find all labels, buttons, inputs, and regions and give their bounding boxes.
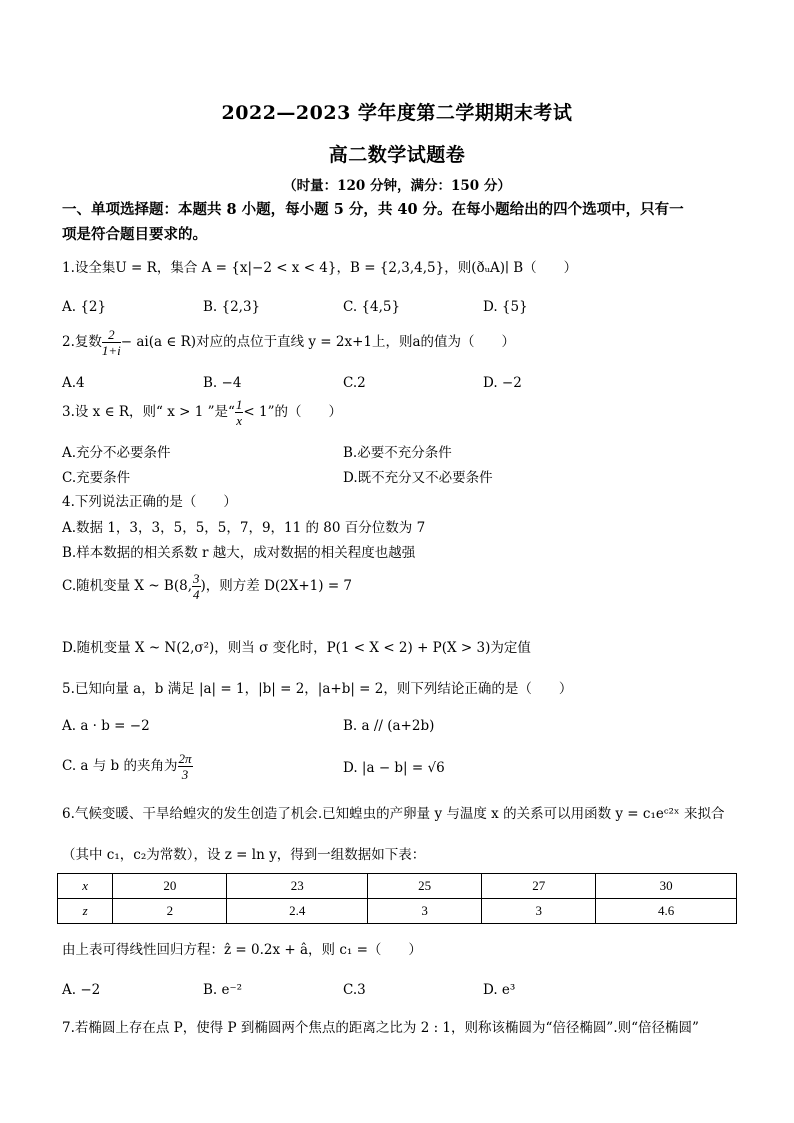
q1-option-c: C. {4,5} xyxy=(343,299,401,315)
table-cell: 30 xyxy=(596,874,737,899)
q2-option-c: C.2 xyxy=(343,375,366,391)
q5-option-d: D. |a − b| = √6 xyxy=(343,760,445,776)
q2-fraction xyxy=(102,328,121,357)
table-cell: 4.6 xyxy=(596,899,737,924)
q3-option-b: B.必要不充分条件 xyxy=(343,445,452,461)
q4-c-den: 4 xyxy=(193,587,200,602)
q4-option-b: B.样本数据的相关系数 r 越大，成对数据的相关程度也越强 xyxy=(62,545,416,561)
q5-c-fraction xyxy=(178,752,193,781)
q6-option-b: B. e⁻² xyxy=(203,982,243,998)
section-heading-line1: 一、单项选择题：本题共 8 小题，每小题 5 分，共 40 分。在每小题给出的四个选项中，只有一 xyxy=(62,201,684,218)
q5-c-pre: C. a 与 b 的夹角为 xyxy=(62,758,178,774)
table-cell: 25 xyxy=(368,874,482,899)
q4-option-c xyxy=(62,572,352,601)
q4-c-fraction xyxy=(192,572,201,601)
question-6-line3: 由上表可得线性回归方程：ẑ = 0.2x + â，则 c₁ =（ ） xyxy=(62,942,422,958)
q1-option-b: B. {2,3} xyxy=(203,299,261,315)
data-table xyxy=(57,873,737,924)
q4-c-post: )，则方差 D(2X+1) = 7 xyxy=(200,578,353,594)
section-heading-line2: 项是符合题目要求的。 xyxy=(62,226,207,243)
q6-option-a: A. −2 xyxy=(62,982,101,998)
q6-option-d: D. e³ xyxy=(483,982,516,998)
q5-c-num: 2π xyxy=(178,751,192,766)
q6-option-c: C.3 xyxy=(343,982,366,998)
question-7-stem: 7.若椭圆上存在点 P，使得 P 到椭圆两个焦点的距离之比为 2 : 1，则称该椭圆为“倍径椭圆”.则“倍径椭圆” xyxy=(62,1020,699,1036)
q5-option-a: A. a · b = −2 xyxy=(62,718,150,734)
question-6-line1: 6.气候变暖、干旱给蝗灾的发生创造了机会.已知蝗虫的产卵量 y 与温度 x 的关系可以用函数 y = c₁eᶜ²ˣ 来拟合 xyxy=(62,806,725,822)
q3-pre: 3.设 x ∈ R，则“ x > 1 ”是“ xyxy=(62,404,235,420)
q3-option-a: A.充分不必要条件 xyxy=(62,445,171,461)
q4-c-pre: C.随机变量 X ~ B(8, xyxy=(62,578,193,594)
table-cell: 23 xyxy=(227,874,368,899)
q2-option-b: B. −4 xyxy=(203,375,242,391)
table-row-header: z xyxy=(58,899,113,924)
question-6-line2: （其中 c₁，c₂为常数），设 z = ln y，得到一组数据如下表： xyxy=(62,847,426,863)
question-3-stem xyxy=(62,398,342,427)
table-row xyxy=(58,899,737,924)
q3-num: 1 xyxy=(235,397,243,412)
exam-title: 2022—2023 学年度第二学期期末考试 xyxy=(221,102,573,124)
q5-option-c xyxy=(62,752,193,781)
q2-num: 2 xyxy=(102,328,121,343)
q3-den: x xyxy=(236,413,243,428)
q4-c-num: 3 xyxy=(193,571,200,586)
q2-option-d: D. −2 xyxy=(483,375,522,391)
q3-option-c: C.充要条件 xyxy=(62,470,131,486)
table-cell: 20 xyxy=(113,874,227,899)
question-2-stem xyxy=(62,328,515,357)
table-row xyxy=(58,874,737,899)
q5-option-b: B. a // (a+2b) xyxy=(343,718,435,734)
q4-option-d: D.随机变量 X ~ N(2,σ²)，则当 σ 变化时，P(1 < X < 2) + P(X > 3)为定值 xyxy=(62,640,531,656)
q2-post: − ai(a ∈ R)对应的点位于直线 y = 2x+1上，则a的值为（ ） xyxy=(120,334,516,350)
q2-option-a: A.4 xyxy=(62,375,85,391)
q3-post: < 1”的（ ） xyxy=(243,404,343,420)
table-cell: 2 xyxy=(113,899,227,924)
q5-c-den: 3 xyxy=(181,767,189,782)
q2-pre: 2.复数 xyxy=(62,334,102,350)
question-4-stem: 4.下列说法正确的是（ ） xyxy=(62,494,237,510)
table-row-header: x xyxy=(58,874,113,899)
q3-option-d: D.既不充分又不必要条件 xyxy=(343,470,493,486)
question-1-stem: 1.设全集U = R，集合 A = {x|−2 < x < 4}，B = {2,3,4,5}，则(ðᵤA)∣ B（ ） xyxy=(62,260,578,276)
table-cell: 3 xyxy=(482,899,596,924)
exam-info: （时量：120 分钟，满分：150 分） xyxy=(283,178,511,194)
table-cell: 3 xyxy=(368,899,482,924)
q2-den: 1+i xyxy=(101,343,121,358)
question-5-stem: 5.已知向量 a，b 满足 |a| = 1，|b| = 2，|a+b| = 2，则下列结论正确的是（ ） xyxy=(62,681,573,697)
q1-option-a: A. {2} xyxy=(62,299,107,315)
table-cell: 27 xyxy=(482,874,596,899)
exam-subtitle: 高二数学试题卷 xyxy=(328,144,466,166)
q4-option-a: A.数据 1，3，3，5，5，5，7，9，11 的 80 百分位数为 7 xyxy=(62,520,426,536)
q1-option-d: D. {5} xyxy=(483,299,528,315)
table-cell: 2.4 xyxy=(227,899,368,924)
